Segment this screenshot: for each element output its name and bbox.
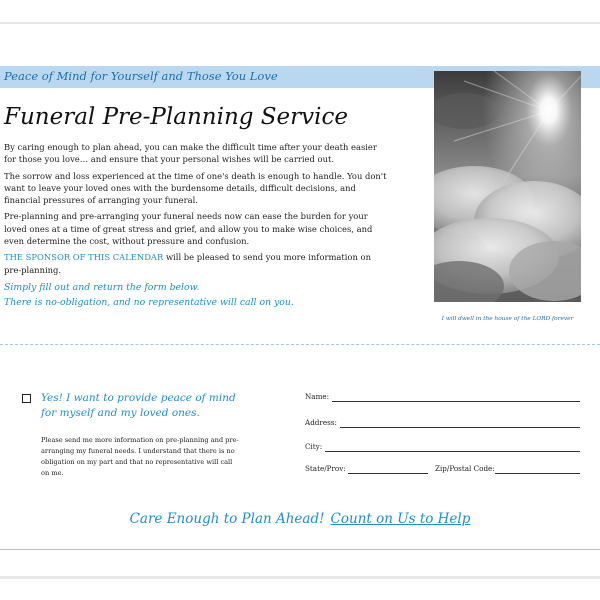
cut-line <box>0 344 600 345</box>
tagline <box>0 511 600 527</box>
paragraph-intro: By caring enough to plan ahead, you can make the difficult time after your death easier for those you love… and ensure that your personal wishes will be carried out. <box>4 142 377 165</box>
paragraph-preplanning: Pre-planning and pre-arranging your funeral needs now can ease the burden for your loved ones at a time of great stress and grief, and allow you to make wise choices, and even determine the cost, without pressure and confusion. <box>4 211 373 247</box>
city-label: City: <box>305 442 323 451</box>
zip-field[interactable] <box>495 473 580 474</box>
sponsor-rest-text: will be pleased to send you more information on pre-planning. <box>4 252 371 275</box>
name-label: Name: <box>305 392 330 401</box>
state-label: State/Prov: <box>305 464 346 473</box>
bottom-rule <box>0 549 600 550</box>
count-on-us-link[interactable]: Count on Us to Help <box>330 511 471 527</box>
paragraph-sponsor <box>4 251 390 276</box>
closing-line-1: Simply fill out and return the form below. <box>4 281 200 293</box>
name-field[interactable] <box>332 401 580 402</box>
page-title: Funeral Pre-Planning Service <box>4 104 349 130</box>
banner-text: Peace of Mind for Yourself and Those You Love <box>4 69 278 83</box>
address-label: Address: <box>305 418 337 427</box>
city-field[interactable] <box>325 451 580 452</box>
photo-caption: I will dwell in the house of the LORD forever <box>441 316 574 322</box>
sponsor-text: THE SPONSOR OF THIS CALENDAR <box>4 252 164 263</box>
page-top-edge <box>0 22 600 24</box>
yes-checkbox[interactable] <box>22 394 31 403</box>
paragraph-sorrow: The sorrow and loss experienced at the time of one's death is enough to handle. You don't want to leave your loved ones with the burdensome details, difficult decisions, and financial pressures of arranging your funeral. <box>4 170 387 206</box>
page-bottom-edge <box>0 576 600 579</box>
closing-line-2: There is no-obligation, and no representative will call on you. <box>4 296 294 308</box>
address-field[interactable] <box>340 427 580 428</box>
request-statement: Please send me more information on pre-planning and pre-arranging my funeral needs. I understand that there is no obligation on my part and that no representative will call on me. <box>41 436 239 477</box>
sky-sunburst-photo <box>434 71 581 302</box>
tagline-text: Care Enough to Plan Ahead! <box>129 511 325 527</box>
body-copy <box>4 141 390 310</box>
yes-statement: Yes! I want to provide peace of mind for myself and my loved ones. <box>41 392 236 419</box>
state-field[interactable] <box>348 473 428 474</box>
zip-label: Zip/Postal Code: <box>435 464 495 473</box>
